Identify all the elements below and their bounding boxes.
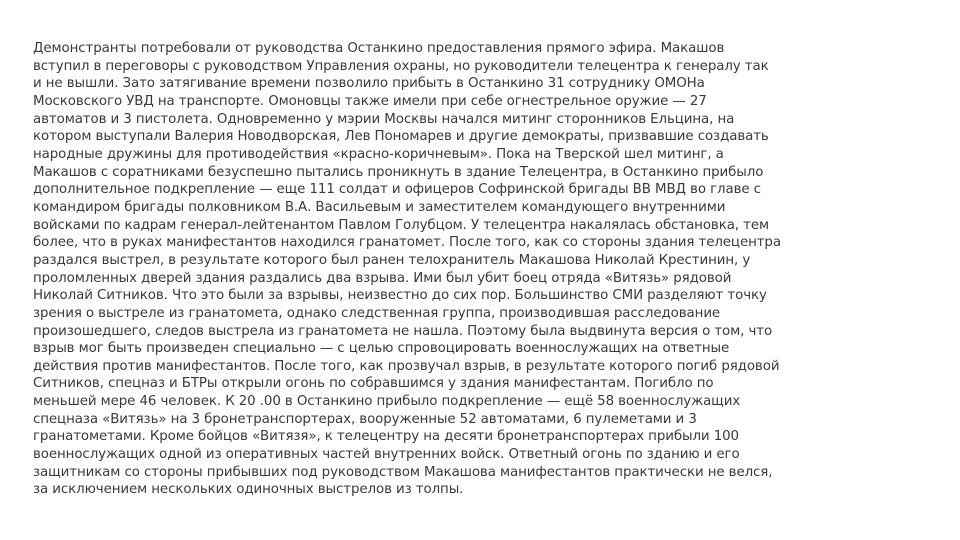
text-line: действия против манифестантов. После того, как прозвучал взрыв, в результате которого погиб рядовой (33, 358, 780, 374)
text-line: Макашов с соратниками безуспешно пытались проникнуть в здание Телецентра, в Останкино прибыло (33, 164, 764, 180)
text-line: Демонстранты потребовали от руководства Останкино предоставления прямого эфира. Макашов (33, 41, 725, 56)
text-line: произошедшего, следов выстрела из гранатомета не нашла. Поэтому была выдвинута версия о том, что (33, 323, 773, 339)
text-line: защитникам со стороны прибывших под руководством Макашова манифестантов практически не велся, (33, 464, 773, 480)
text-line: народные дружины для противодействия «красно-коричневым». Пока на Тверской шел митинг, а (33, 146, 724, 162)
text-line: проломленных дверей здания раздались два взрыва. Ими был убит боец отряда «Витязь» рядовой (33, 270, 732, 286)
text-line: командиром бригады полковником В.А. Васильевым и заместителем командующего внутренними (33, 199, 726, 215)
text-line: вступил в переговоры с руководством Управления охраны, но руководители телецентра к генералу так (33, 58, 769, 74)
text-line: спецназа «Витязь» на 3 бронетранспортерах, вооруженные 52 автоматами, 6 пулеметами и 3 (33, 411, 697, 427)
text-line: Московского УВД на транспорте. Омоновцы также имели при себе огнестрельное оружие — 27 (33, 93, 707, 109)
text-line: меньшей мере 46 человек. К 20 .00 в Останкино прибыло подкрепление — ещё 58 военнослужащих (33, 394, 741, 410)
text-line: дополнительное подкрепление — еще 111 солдат и офицеров Софринской бригады ВВ МВД во главе с (33, 182, 761, 198)
text-line: Ситников, спецназ и БТРы открыли огонь по собравшимся у здания манифестантам. Погибло по (33, 376, 714, 392)
text-line: автоматов и 3 пистолета. Одновременно у мэрии Москвы начался митинг сторонников Ельцина, на (33, 111, 735, 127)
text-line: за исключением нескольких одиночных выстрелов из толпы. (33, 482, 464, 498)
text-line: и не вышли. Зато затягивание времени позволило прибыть в Останкино 31 сотруднику ОМОНа (33, 76, 705, 92)
text-line: взрыв мог быть произведен специально — с целью спровоцировать военнослужащих на ответные (33, 341, 730, 357)
text-line: войсками по кадрам генерал-лейтенантом Павлом Голубцом. У телецентра накалялась обстановка, тем (33, 217, 769, 233)
text-line: котором выступали Валерия Новодворская, Лев Пономарев и другие демократы, призвавшие создавать (33, 129, 769, 145)
body-text (33, 40, 933, 499)
text-line: гранатометами. Кроме бойцов «Витязя», к телецентру на десяти бронетранспортерах прибыли 100 (33, 429, 739, 445)
text-line: зрения о выстреле из гранатомета, однако следственная группа, производившая расследование (33, 305, 721, 321)
text-line: раздался выстрел, в результате которого был ранен телохранитель Макашова Николай Крестинин, у (33, 252, 751, 268)
text-line: Николай Ситников. Что это были за взрывы, неизвестно до сих пор. Большинство СМИ разделяют точку (33, 288, 767, 304)
text-line: более, что в руках манифестантов находился гранатомет. После того, как со стороны здания телецентра (33, 235, 781, 251)
text-line: военнослужащих одной из оперативных частей внутренних войск. Ответный огонь по зданию и его (33, 447, 740, 463)
